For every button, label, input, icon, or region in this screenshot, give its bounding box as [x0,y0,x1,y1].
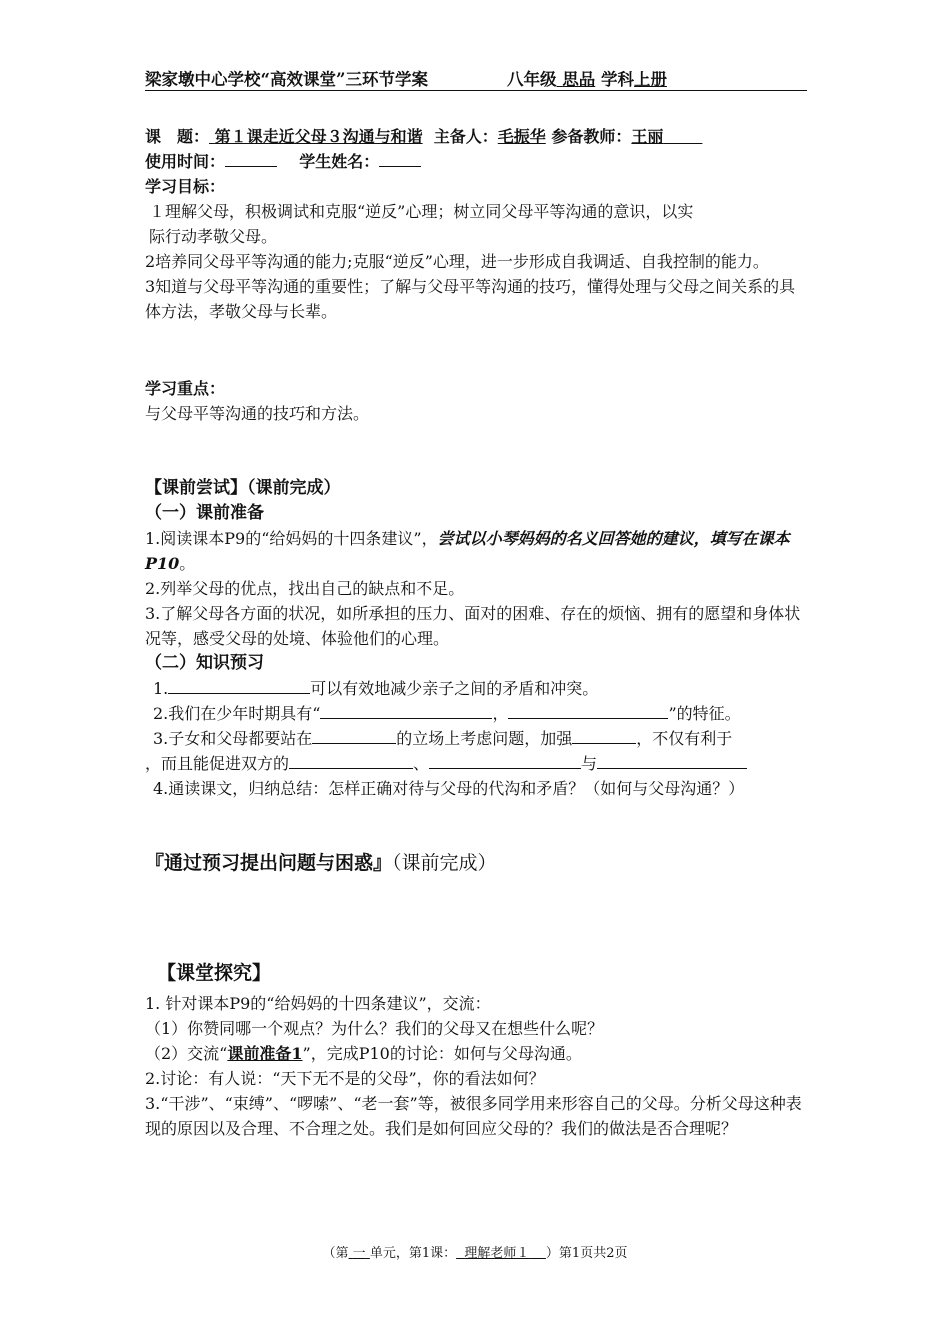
document-body [145,124,807,1141]
host-value: 毛振华 [497,127,546,146]
school-title: 梁家墩中心学校“高效课堂”三环节学案 [145,70,428,89]
subject: 思品 [562,70,596,89]
pre-class-title: 【课前尝试】（课前完成） [145,478,341,498]
explore-item-1: 1. 针对课本P9的“给妈妈的十四条建议”，交流： [145,994,491,1013]
topic-label: 课 题： [145,127,210,146]
footer-unit: 一 [352,1246,366,1261]
prep-reference: 课前准备1 [227,1044,303,1063]
questions-note: （课前完成） [392,852,497,874]
teacher-value: 王丽 [631,127,664,146]
q3-blank-2[interactable] [572,726,636,744]
subject-suffix: 学科 [601,70,634,89]
q2-blank-2[interactable] [508,701,668,719]
topic-value: 第１课走近父母３沟通与和谐 [214,127,423,146]
focus-text: 与父母平等沟通的技巧和方法。 [145,404,370,423]
preview-q2: 2.我们在少年时期具有“ ， ”的特征。 [145,701,807,726]
explore-item-3: 3.“干涉”、“束缚”、“啰嗦”、“老一套”等，被很多同学用来形容自己的父母。分析父母这种表现的原因以及合理、不合理之处。我们是如何回应父母的？我们的做法是否合理呢？ [145,1094,802,1138]
q3-blank-5[interactable] [597,751,747,769]
questions-heading [145,851,807,883]
grade: 八年级 [507,70,557,89]
explore-item-2: 2.讨论：有人说：“天下无不是的父母”，你的看法如何？ [145,1069,545,1088]
page-header [145,66,807,91]
time-student-line [145,149,807,174]
grade-subject [507,66,667,90]
topic-line [145,124,807,149]
preview-q3-cont: ，而且能促进双方的 、 与 [145,751,807,776]
prep-item-1-emphasis: 尝试以小琴妈妈的名义回答她的建议，填写在课本P10 [145,529,790,573]
explore-item-1-sub-1: （1）你赞同哪一个观点？为什么？我们的父母又在想些什么呢？ [145,1019,604,1038]
volume: 上册 [634,70,667,89]
prep-item-3: 3.了解父母各方面的状况，如所承担的压力、面对的困难、存在的烦恼、拥有的愿望和身体状况等，感受父母的处境、体验他们的心理。 [145,604,801,648]
student-label: 学生姓名： [299,152,380,171]
time-label: 使用时间： [145,152,226,171]
preview-q3: 3.子女和父母都要站在 的立场上考虑问题，加强 ，不仅有利于 [145,726,807,751]
footer-lesson: 理解老师１ [464,1246,530,1261]
q3-blank-4[interactable] [429,751,581,769]
focus-title: 学习重点： [145,379,226,398]
objective-2: 2培养同父母平等沟通的能力;克服“逆反”心理，进一步形成自我调适、自我控制的能力。 [145,252,769,271]
time-blank[interactable] [225,149,277,167]
objectives-title: 学习目标： [145,177,226,196]
prep-item-2: 2.列举父母的优点，找出自己的缺点和不足。 [145,579,465,598]
prep-title: （一）课前准备 [145,503,264,523]
prep-item-1: 1.阅读课本P9的“给妈妈的十四条建议”，尝试以小琴妈妈的名义回答她的建议，填写在课本P10。 [145,529,790,573]
q1-blank[interactable] [168,676,310,694]
explore-item-1-sub-2: （2）交流“课前准备1”，完成P10的讨论：如何与父母沟通。 [145,1044,582,1063]
q3-blank-3[interactable] [289,751,413,769]
host-label: 主备人： [433,127,498,146]
objective-1-line-1: １理解父母，积极调试和克服“逆反”心理；树立同父母平等沟通的意识，以实 [149,202,694,221]
student-blank[interactable] [379,149,421,167]
explore-title: 【课堂探究】 [157,962,272,984]
objective-1-line-2: 际行动孝敬父母。 [149,227,278,246]
preview-q4: 4.通读课文，归纳总结：怎样正确对待与父母的代沟和矛盾？（如何与父母沟通？） [153,779,745,798]
teacher-label: 参备教师： [551,127,632,146]
preview-q1: 1. 可以有效地减少亲子之间的矛盾和冲突。 [145,676,807,701]
q3-blank-1[interactable] [312,726,396,744]
questions-title: 『通过预习提出问题与困惑』 [145,852,393,874]
q2-blank-1[interactable] [320,701,492,719]
page-footer: （第 一 单元，第1课： 理解老师１ ）第1页共2页 [322,1246,628,1261]
objective-3: 3知道与父母平等沟通的重要性；了解与父母平等沟通的技巧，懂得处理与父母之间关系的具体方法，孝敬父母与长辈。 [145,277,796,321]
preview-title: （二）知识预习 [145,653,264,673]
